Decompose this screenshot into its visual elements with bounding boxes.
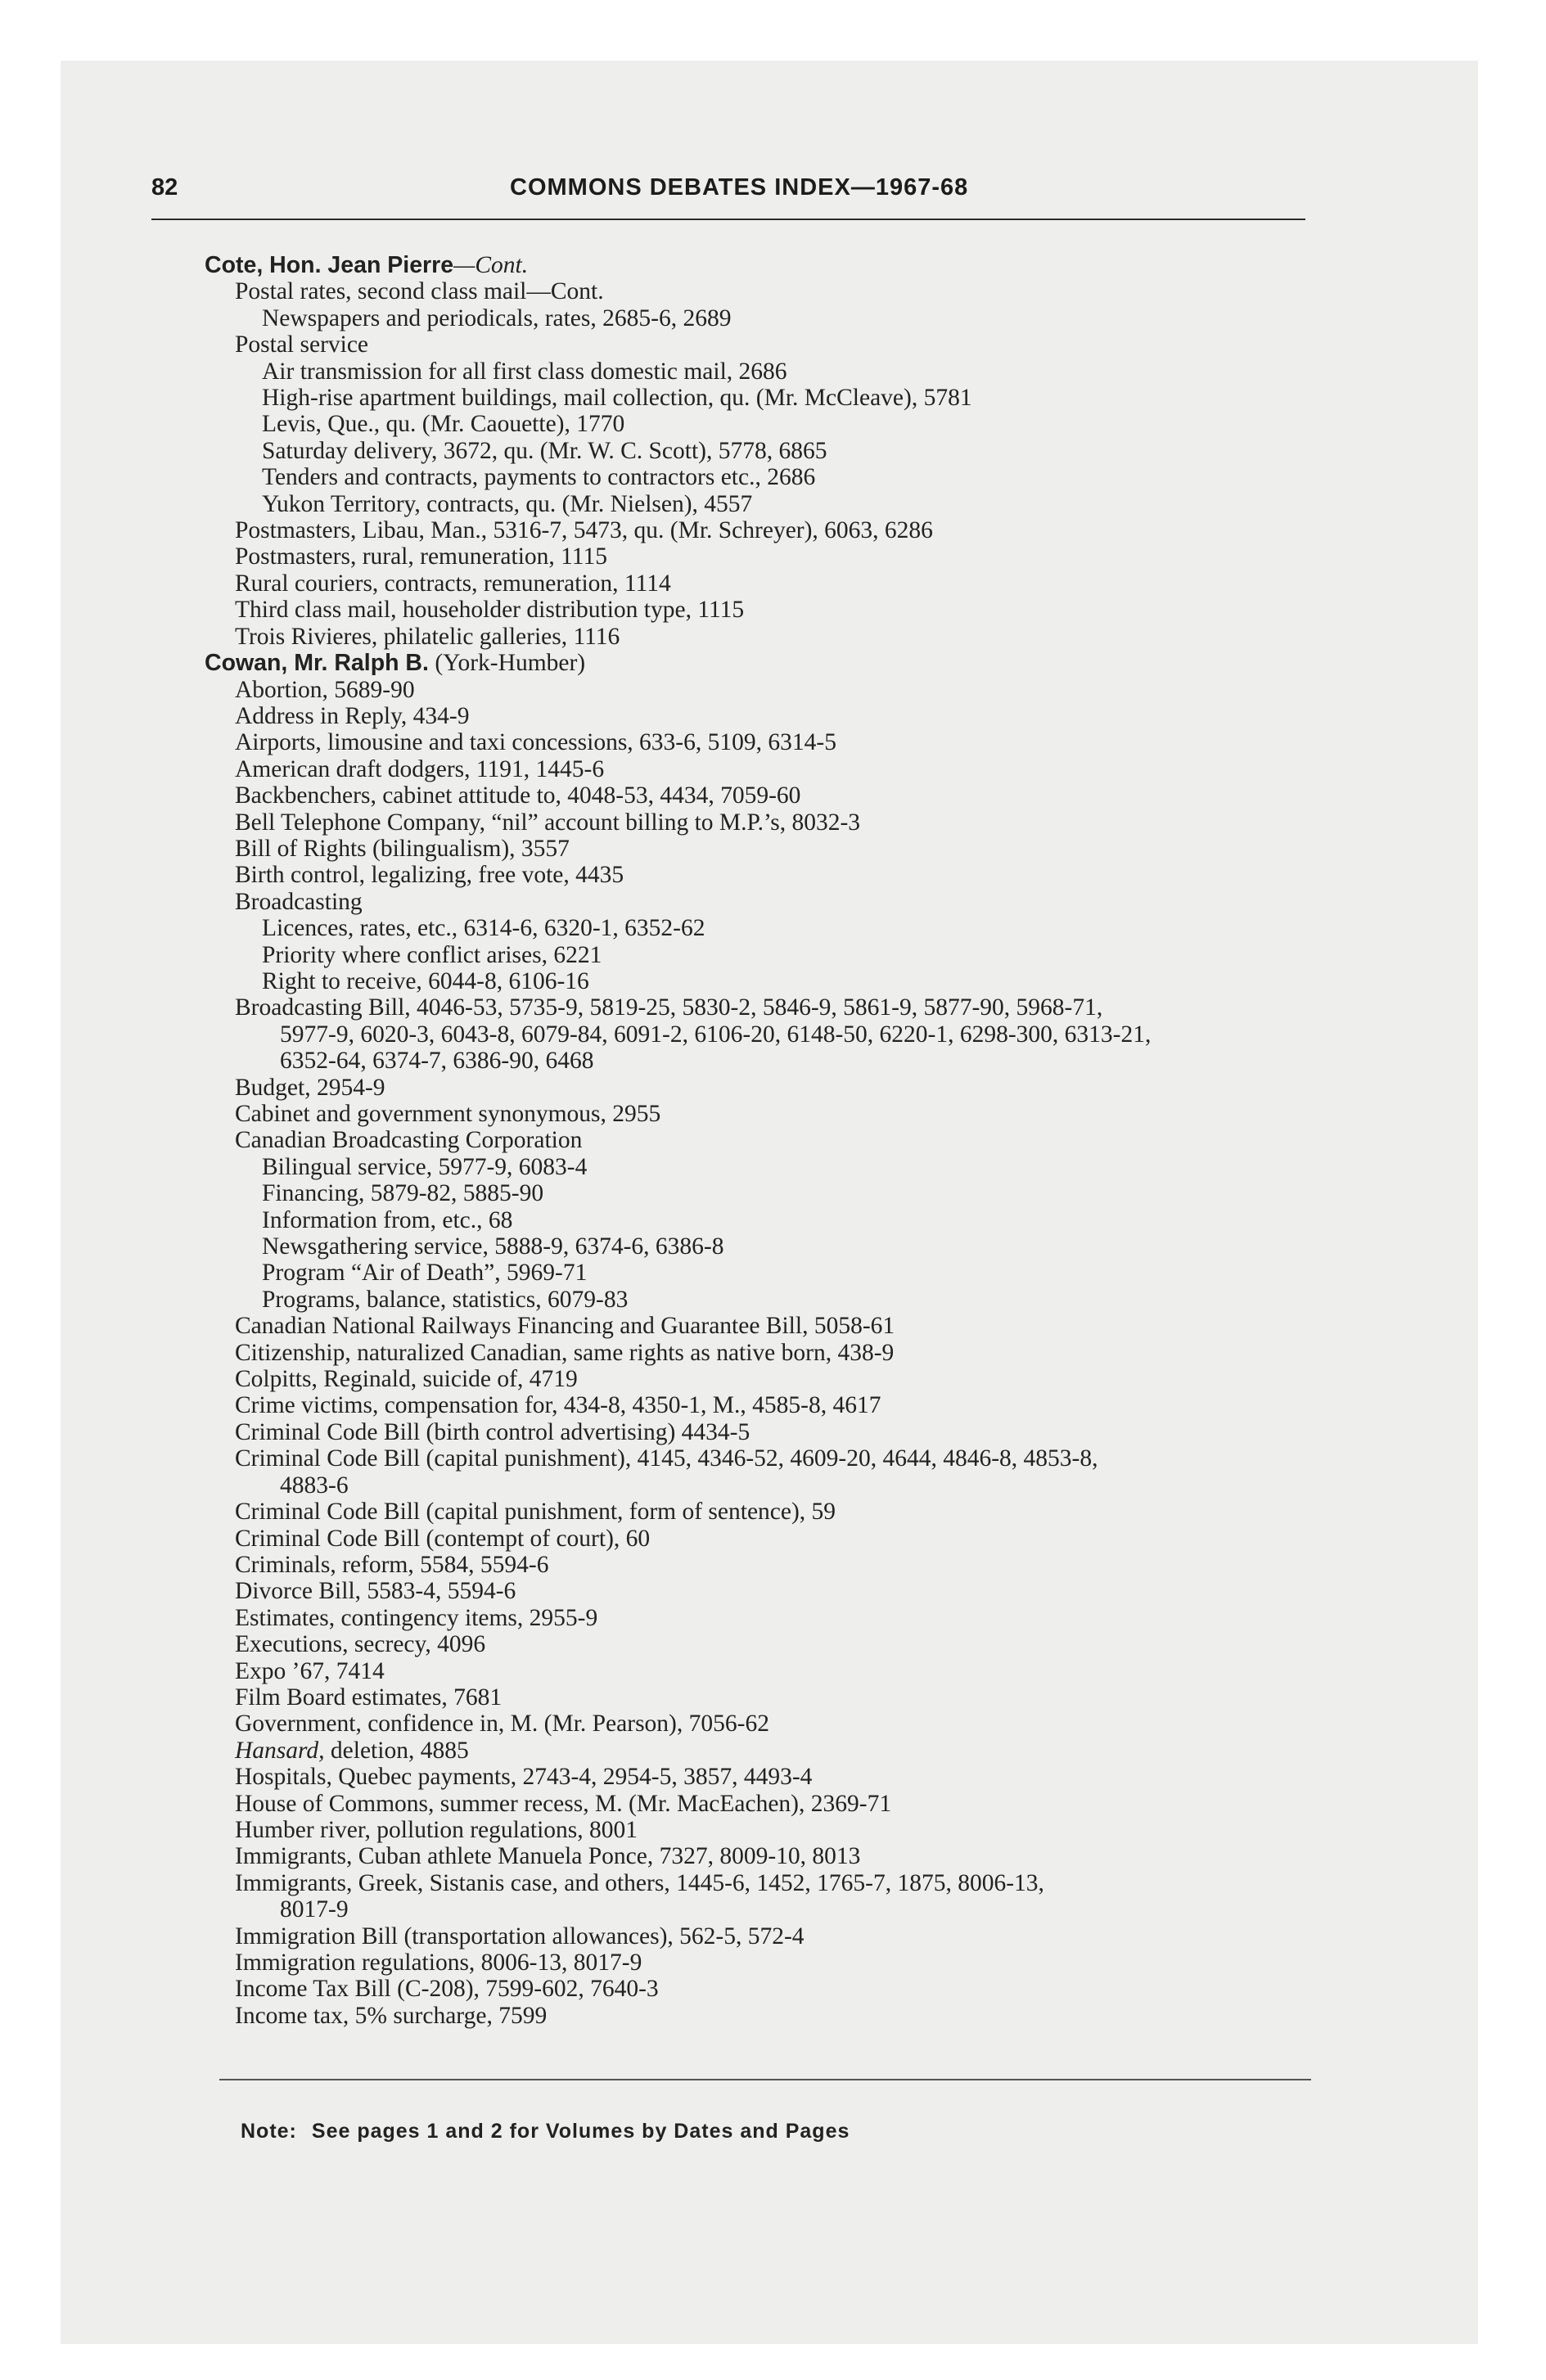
- member-name: Cowan, Mr. Ralph B.: [205, 650, 429, 677]
- entry-text: Immigrants, Cuban athlete Manuela Ponce, 7327, 8009-10, 8013: [235, 1843, 861, 1870]
- entry-text: Cabinet and government synonymous, 2955: [235, 1101, 661, 1127]
- index-entry: [205, 331, 1318, 358]
- entry-text: Third class mail, householder distribution type, 1115: [235, 597, 745, 624]
- index-entry: [205, 517, 1318, 543]
- index-entry: [205, 1684, 1318, 1711]
- index-entry: [205, 1075, 1318, 1101]
- entry-text: Financing, 5879-82, 5885-90: [262, 1180, 544, 1207]
- entry-text: Bell Telephone Company, “nil” account billing to M.P.’s, 8032-3: [235, 809, 861, 836]
- entry-text: Immigration regulations, 8006-13, 8017-9: [235, 1950, 642, 1976]
- index-entry: [205, 1658, 1318, 1684]
- index-heading-entry: [205, 650, 1318, 676]
- index-entry: [205, 1499, 1318, 1525]
- index-entry: [205, 1976, 1318, 2002]
- index-entry: [205, 1950, 1318, 1976]
- entry-text: Address in Reply, 434-9: [235, 702, 470, 729]
- member-name-suffix: (York-Humber): [428, 650, 586, 677]
- index-entry: [205, 1738, 1318, 1764]
- entry-text: Priority where conflict arises, 6221: [262, 941, 602, 968]
- entry-text: Licences, rates, etc., 6314-6, 6320-1, 6352-62: [262, 915, 705, 942]
- index-entry: [205, 703, 1318, 729]
- entry-text: Executions, secrecy, 4096: [235, 1631, 486, 1658]
- entry-text: Yukon Territory, contracts, qu. (Mr. Nielsen), 4557: [262, 490, 753, 517]
- entry-text: Government, confidence in, M. (Mr. Pearson), 7056-62: [235, 1711, 769, 1738]
- entry-text: 6352-64, 6374-7, 6386-90, 6468: [280, 1048, 594, 1075]
- index-list: [205, 252, 1318, 2029]
- entry-text: Hospitals, Quebec payments, 2743-4, 2954-5, 3857, 4493-4: [235, 1764, 813, 1791]
- index-entry: [205, 1392, 1318, 1418]
- index-entry: [205, 809, 1318, 836]
- entry-text: Expo ’67, 7414: [235, 1657, 385, 1684]
- entry-text: Saturday delivery, 3672, qu. (Mr. W. C. Scott), 5778, 6865: [262, 437, 827, 464]
- entry-text: Citizenship, naturalized Canadian, same rights as native born, 438-9: [235, 1339, 895, 1366]
- entry-text: Criminal Code Bill (capital punishment), 4145, 4346-52, 4609-20, 4644, 4846-8, 4853-8,: [235, 1445, 1098, 1472]
- page-number: 82: [151, 174, 178, 201]
- member-name: Cote, Hon. Jean Pierre: [205, 252, 454, 278]
- running-head: COMMONS DEBATES INDEX—1967-68: [510, 174, 969, 201]
- entry-text: Budget, 2954-9: [235, 1074, 385, 1101]
- entry-text: 8017-9: [280, 1896, 349, 1923]
- entry-text: Canadian National Railways Financing and Guarantee Bill, 5058-61: [235, 1313, 895, 1340]
- index-entry: [205, 889, 1318, 915]
- entry-text: Postmasters, rural, remuneration, 1115: [235, 543, 607, 570]
- index-entry: [205, 1711, 1318, 1737]
- index-entry: [205, 1578, 1318, 1604]
- entry-text: Airports, limousine and taxi concessions, 633-6, 5109, 6314-5: [235, 729, 836, 756]
- entry-text: Trois Rivieres, philatelic galleries, 1116: [235, 623, 620, 650]
- index-continuation-line: [205, 1048, 1318, 1074]
- entry-text: Broadcasting: [235, 888, 363, 915]
- entry-text: Divorce Bill, 5583-4, 5594-6: [235, 1578, 516, 1605]
- footer-note-text: See pages 1 and 2 for Volumes by Dates and Pages: [311, 2120, 850, 2143]
- entry-text: Rural couriers, contracts, remuneration, 1114: [235, 570, 671, 597]
- index-continuation-line: [205, 1021, 1318, 1048]
- index-entry: [205, 385, 1318, 411]
- index-entry: [205, 862, 1318, 888]
- index-entry: [205, 305, 1318, 331]
- index-entry: [205, 1366, 1318, 1392]
- index-entry: [205, 1923, 1318, 1950]
- index-entry: [205, 1552, 1318, 1578]
- entry-text: Newsgathering service, 5888-9, 6374-6, 6386-8: [262, 1233, 724, 1260]
- entry-text: Postal service: [235, 331, 369, 358]
- index-entry: [205, 1419, 1318, 1445]
- index-entry: [205, 994, 1318, 1021]
- entry-text: House of Commons, summer recess, M. (Mr. MacEachen), 2369-71: [235, 1790, 892, 1817]
- member-name-suffix: —Cont.: [453, 252, 529, 278]
- entry-text: Criminals, reform, 5584, 5594-6: [235, 1551, 549, 1578]
- entry-text: Air transmission for all first class domestic mail, 2686: [262, 358, 787, 385]
- entry-text: Income tax, 5% surcharge, 7599: [235, 2002, 548, 2029]
- index-entry: [205, 570, 1318, 597]
- entry-text: Birth control, legalizing, free vote, 4435: [235, 862, 624, 889]
- entry-text: 5977-9, 6020-3, 6043-8, 6079-84, 6091-2, 6106-20, 6148-50, 6220-1, 6298-300, 6313-21,: [280, 1021, 1152, 1048]
- index-entry: [205, 358, 1318, 385]
- index-entry: [205, 543, 1318, 570]
- entry-text: Humber river, pollution regulations, 8001: [235, 1816, 638, 1843]
- index-entry: [205, 677, 1318, 703]
- entry-text: Criminal Code Bill (capital punishment, form of sentence), 59: [235, 1499, 836, 1526]
- entry-text: Bill of Rights (bilingualism), 3557: [235, 835, 570, 862]
- entry-text: Immigrants, Greek, Sistanis case, and others, 1445-6, 1452, 1765-7, 1875, 8006-13,: [235, 1869, 1044, 1896]
- entry-text: Information from, etc., 68: [262, 1206, 513, 1233]
- entry-text: Crime victims, compensation for, 434-8, 4350-1, M., 4585-8, 4617: [235, 1392, 881, 1419]
- index-entry: [205, 836, 1318, 862]
- entry-text: American draft dodgers, 1191, 1445-6: [235, 755, 605, 782]
- entry-text: Bilingual service, 5977-9, 6083-4: [262, 1153, 588, 1180]
- index-entry: [205, 1605, 1318, 1631]
- entry-text: Program “Air of Death”, 5969-71: [262, 1260, 588, 1287]
- page-header: [151, 174, 1305, 220]
- index-entry: [205, 1313, 1318, 1339]
- entry-text: Programs, balance, statistics, 6079-83: [262, 1286, 629, 1313]
- entry-italic-term: Hansard,: [235, 1737, 325, 1764]
- index-entry: [205, 1764, 1318, 1790]
- index-entry: [205, 1791, 1318, 1817]
- index-entry: [205, 1101, 1318, 1127]
- entry-text: Canadian Broadcasting Corporation: [235, 1127, 583, 1154]
- entry-text: Backbenchers, cabinet attitude to, 4048-53, 4434, 7059-60: [235, 782, 801, 809]
- index-entry: [205, 1287, 1318, 1313]
- index-entry: [205, 1180, 1318, 1206]
- index-entry: [205, 942, 1318, 968]
- index-entry: [205, 1127, 1318, 1153]
- footer-note: [241, 2120, 864, 2143]
- index-entry: [205, 1207, 1318, 1233]
- index-entry: [205, 756, 1318, 782]
- entry-text: Postmasters, Libau, Man., 5316-7, 5473, qu. (Mr. Schreyer), 6063, 6286: [235, 517, 933, 544]
- entry-text: Criminal Code Bill (contempt of court), 60: [235, 1525, 651, 1552]
- entry-text: Newspapers and periodicals, rates, 2685-6, 2689: [262, 304, 732, 331]
- index-entry: [205, 1817, 1318, 1843]
- entry-text: High-rise apartment buildings, mail collection, qu. (Mr. McCleave), 5781: [262, 385, 972, 412]
- index-entry: [205, 782, 1318, 809]
- entry-text: Tenders and contracts, payments to contractors etc., 2686: [262, 464, 816, 491]
- index-entry: [205, 1870, 1318, 1896]
- index-entry: [205, 464, 1318, 490]
- index-entry: [205, 597, 1318, 623]
- entry-text: Right to receive, 6044-8, 6106-16: [262, 967, 589, 994]
- entry-text: 4883-6: [280, 1472, 349, 1499]
- index-entry: [205, 729, 1318, 755]
- index-entry: [205, 491, 1318, 517]
- entry-text: Levis, Que., qu. (Mr. Caouette), 1770: [262, 411, 625, 438]
- index-entry: [205, 1445, 1318, 1472]
- entry-text: Postal rates, second class mail—Cont.: [235, 278, 604, 305]
- index-entry: [205, 278, 1318, 304]
- index-entry: [205, 1260, 1318, 1286]
- footer-rule: [219, 2079, 1311, 2080]
- index-entry: [205, 411, 1318, 437]
- index-entry: [205, 1843, 1318, 1869]
- index-entry: [205, 624, 1318, 650]
- index-continuation-line: [205, 1472, 1318, 1499]
- index-entry: [205, 1340, 1318, 1366]
- entry-text: deletion, 4885: [324, 1737, 469, 1764]
- index-entry: [205, 1233, 1318, 1260]
- index-entry: [205, 438, 1318, 464]
- index-entry: [205, 915, 1318, 941]
- entry-text: Colpitts, Reginald, suicide of, 4719: [235, 1366, 578, 1393]
- entry-text: Criminal Code Bill (birth control advertising) 4434-5: [235, 1418, 750, 1445]
- entry-text: Broadcasting Bill, 4046-53, 5735-9, 5819-25, 5830-2, 5846-9, 5861-9, 5877-90, 5968-71,: [235, 994, 1103, 1021]
- index-entry: [205, 2003, 1318, 2029]
- index-continuation-line: [205, 1896, 1318, 1922]
- index-entry: [205, 1631, 1318, 1657]
- footer-note-label: Note:: [241, 2120, 297, 2143]
- index-entry: [205, 968, 1318, 994]
- entry-text: Income Tax Bill (C-208), 7599-602, 7640-3: [235, 1976, 659, 2003]
- entry-text: Estimates, contingency items, 2955-9: [235, 1604, 598, 1631]
- index-heading-entry: [205, 252, 1318, 278]
- index-entry: [205, 1526, 1318, 1552]
- entry-text: Film Board estimates, 7681: [235, 1684, 503, 1711]
- index-entry: [205, 1154, 1318, 1180]
- entry-text: Immigration Bill (transportation allowances), 562-5, 572-4: [235, 1922, 805, 1950]
- entry-text: Abortion, 5689-90: [235, 676, 415, 703]
